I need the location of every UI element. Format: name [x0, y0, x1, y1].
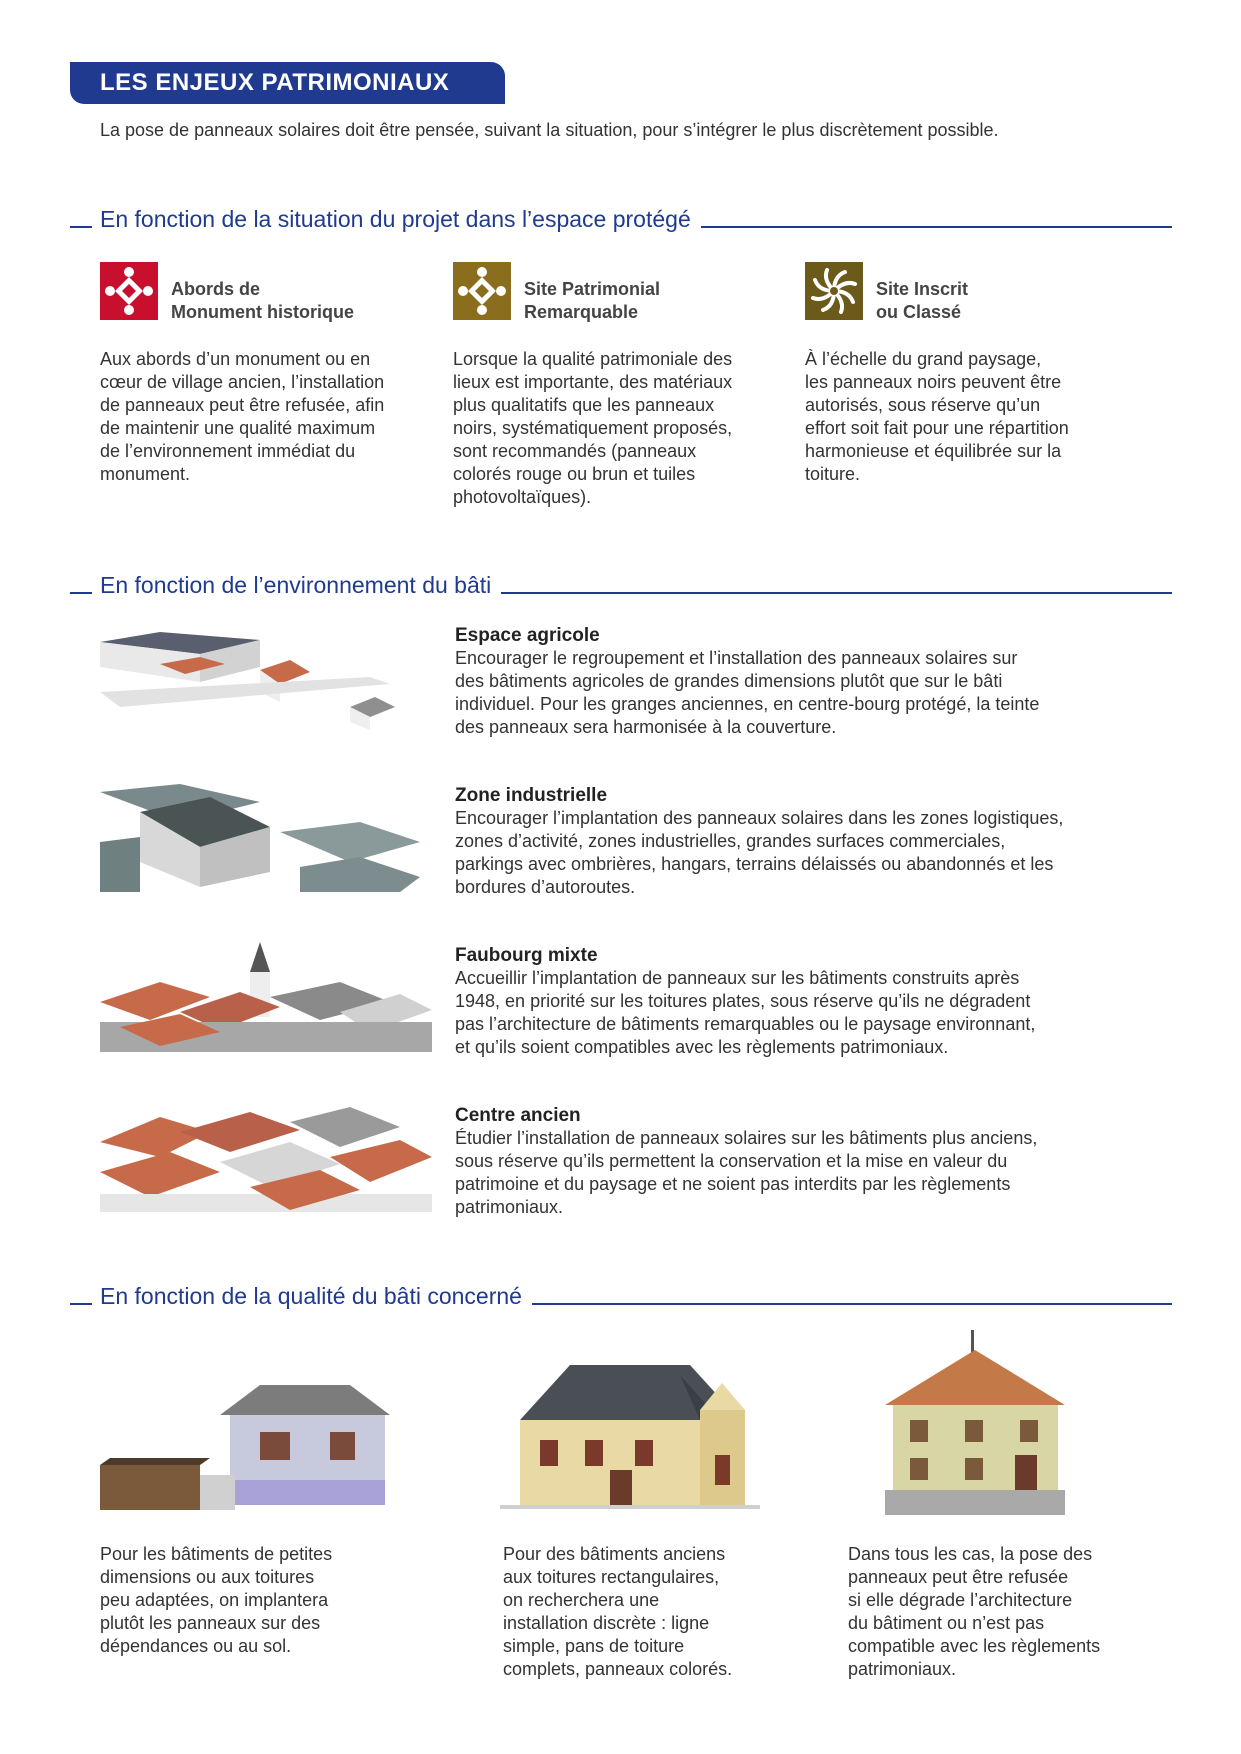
villa-illustration [845, 1320, 1105, 1525]
patrimonial-site-icon [453, 262, 511, 320]
section-heading-text: En fonction de la qualité du bâti concerné [100, 1283, 522, 1309]
situation-paragraph-classified: À l’échelle du grand paysage, les panneaux noirs peuvent être autorisés, sous réserve qu’un effort soit fait pour une répartition harmonieuse et équilibrée sur la toiture. [805, 349, 1069, 484]
environment-item-old-town: Centre ancien Étudier l’installation de panneaux solaires sur les bâtiments plus anciens, sous réserve qu’ils permettent la conservation et la mise en valeur du patrimoine et du paysage et ne soient pas interdits par les règlements patrimoniaux. [455, 1105, 1038, 1217]
old-house-illustration [490, 1355, 780, 1525]
small-house-illustration [100, 1370, 392, 1520]
agricultural-area-illustration [100, 622, 432, 732]
section-heading-text: En fonction de l’environnement du bâti [100, 572, 492, 598]
environment-item-suburb: Faubourg mixte Accueillir l’implantation de panneaux sur les bâtiments construits après 1948, en priorité sur les toitures plates, sous réserve qu’ils ne dégradent pas l’architecture de bâtiments remarquables ou le paysage environnant, et qu’ils soient compatibles avec les règlements patrimoniaux. [455, 945, 1036, 1057]
environment-item-agricultural: Espace agricole Encourager le regroupement et l’installation des panneaux solaires sur des bâtiments agricoles de grandes dimensions plutôt que sur le bâti individuel. Pour les granges anciennes, en centre-bourg protégé, la teinte des panneaux sera harmonisée à la couverture. [455, 625, 1040, 737]
section-heading-situation [70, 206, 1172, 233]
logo-title-patrimonial: Site Patrimonial Remarquable [524, 279, 661, 322]
section-heading-quality [70, 1283, 1172, 1310]
mixed-suburb-illustration [100, 942, 432, 1052]
classified-site-icon [805, 262, 863, 320]
logo-title-classified: Site Inscrit ou Classé [876, 279, 969, 322]
environment-item-industrial: Zone industrielle Encourager l’implantation des panneaux solaires dans les zones logistiques, zones d’activité, zones industrielles, grandes surfaces commerciales, parkings avec ombrières, hangars, terrains délaissés ou abandonnés et les bordures d’autoroutes. [455, 785, 1064, 897]
quality-paragraph-old: Pour des bâtiments anciens aux toitures rectangulaires, on recherchera une installation discrète : ligne simple, pans de toiture complets, panneaux colorés. [503, 1544, 733, 1679]
situation-paragraph-monument: Aux abords d’un monument ou en cœur de village ancien, l’installation de panneaux peut être refusée, afin de maintenir une qualité maximum de l’environnement immédiat du monument. [100, 349, 385, 484]
situation-paragraph-patrimonial: Lorsque la qualité patrimoniale des lieux est importante, des matériaux plus qualitatifs que les panneaux noirs, systématiquement proposés, sont recommandés (panneaux colorés rouge ou brun et tuiles photovoltaïques). [453, 349, 733, 507]
quality-paragraph-all: Dans tous les cas, la pose des panneaux peut être refusée si elle dégrade l’architecture du bâtiment ou n’est pas compatible avec les règlements patrimoniaux. [848, 1544, 1101, 1679]
old-town-illustration [100, 1102, 432, 1212]
intro-text: La pose de panneaux solaires doit être pensée, suivant la situation, pour s’intégrer le plus discrètement possible. [100, 120, 999, 140]
quality-paragraph-small: Pour les bâtiments de petites dimensions ou aux toitures peu adaptées, on implantera plutôt les panneaux sur des dépendances ou au sol. [100, 1544, 333, 1656]
monument-icon [100, 262, 158, 320]
section-heading-environment [70, 572, 1172, 599]
page-title: LES ENJEUX PATRIMONIAUX [70, 62, 505, 104]
industrial-zone-illustration [100, 782, 432, 892]
section-heading-text: En fonction de la situation du projet dans l’espace protégé [100, 206, 691, 232]
logo-title-monument: Abords de Monument historique [171, 279, 354, 322]
